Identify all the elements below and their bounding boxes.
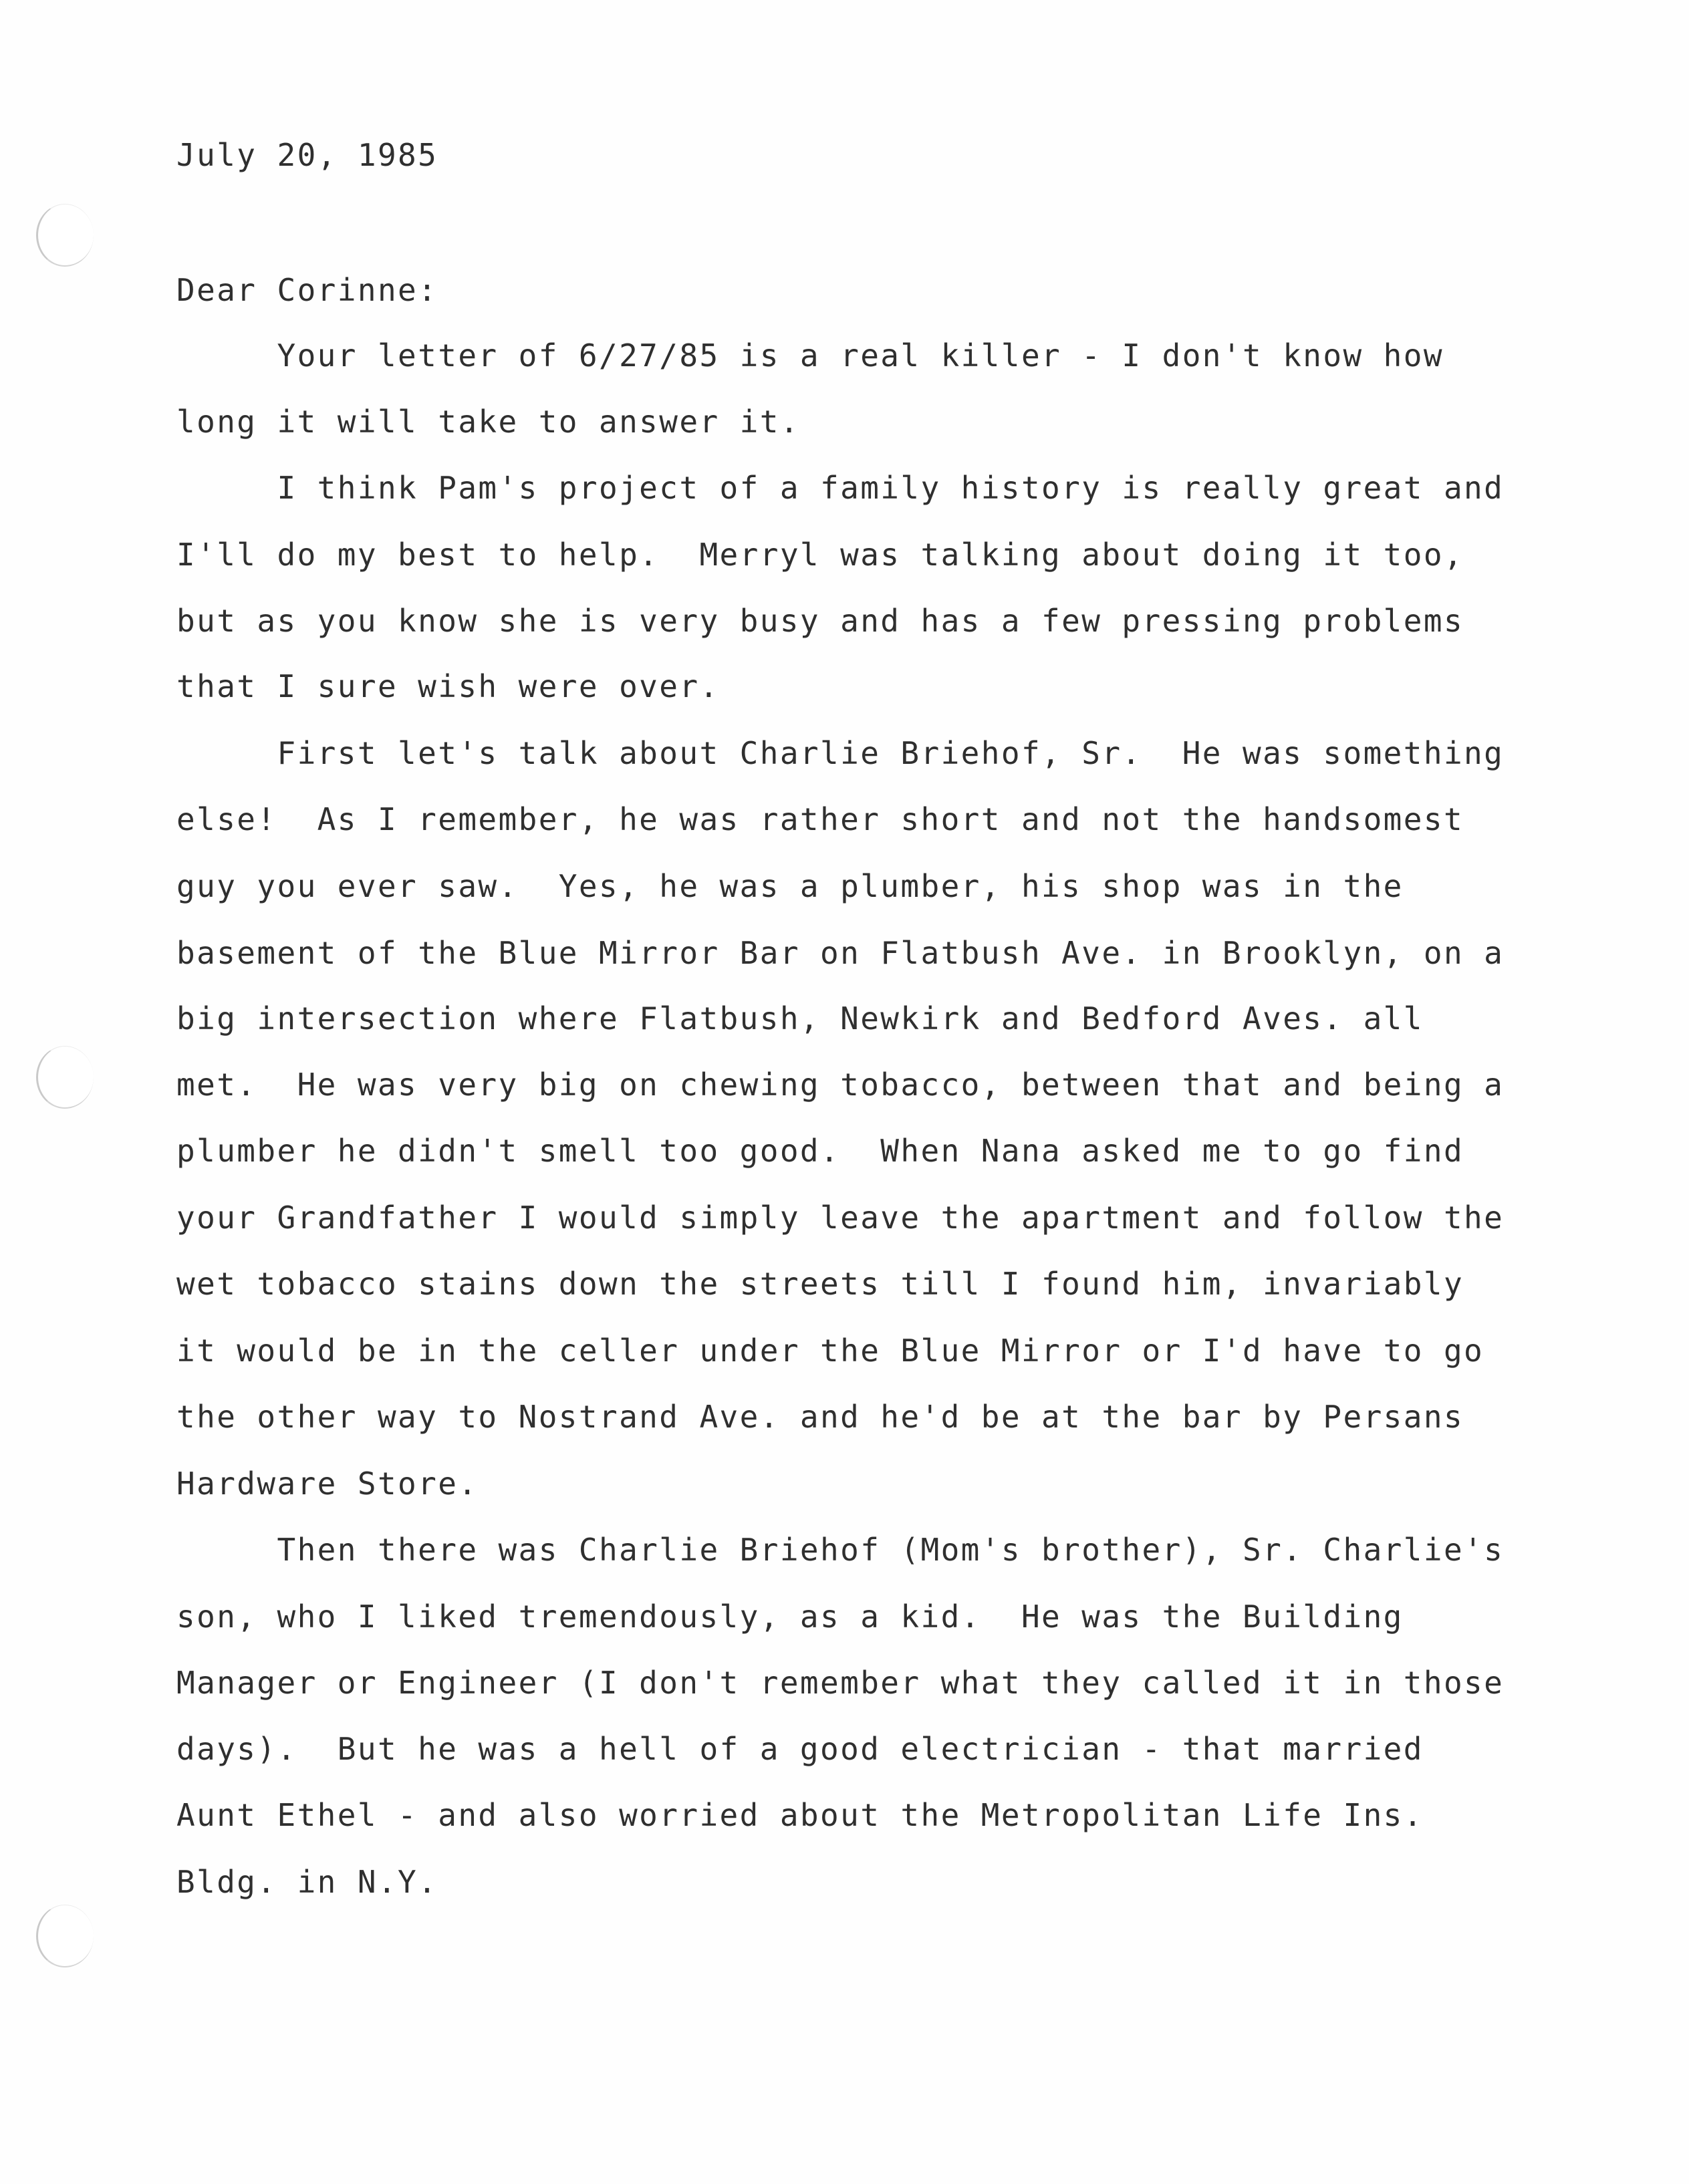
letter-line: Your letter of 6/27/85 is a real killer - I don't know how <box>176 337 1444 374</box>
punch-hole-middle <box>36 1046 94 1109</box>
letter-line: basement of the Blue Mirror Bar on Flatbush Ave. in Brooklyn, on a <box>176 935 1505 971</box>
letter-line: I'll do my best to help. Merryl was talking about doing it too, <box>176 537 1464 573</box>
letter-line: guy you ever saw. Yes, he was a plumber, his shop was in the <box>176 868 1404 904</box>
letter-line: days). But he was a hell of a good electrician - that married <box>176 1731 1424 1767</box>
letter-line: else! As I remember, he was rather short and not the handsomest <box>176 801 1464 837</box>
letter-line: Aunt Ethel - and also worried about the Metropolitan Life Ins. <box>176 1797 1424 1833</box>
letter-line: Manager or Engineer (I don't remember what they called it in those <box>176 1665 1505 1701</box>
letter-line: the other way to Nostrand Ave. and he'd be at the bar by Persans <box>176 1399 1464 1435</box>
letter-line: son, who I liked tremendously, as a kid. He was the Building <box>176 1599 1404 1635</box>
letter-line: Bldg. in N.Y. <box>176 1864 438 1900</box>
letter-line: wet tobacco stains down the streets till I found him, invariably <box>176 1266 1464 1302</box>
letter-date: July 20, 1985 <box>176 137 438 173</box>
letter-line: met. He was very big on chewing tobacco, between that and being a <box>176 1067 1505 1103</box>
letter-body <box>176 0 1505 1900</box>
letter-line: big intersection where Flatbush, Newkirk and Bedford Aves. all <box>176 1000 1424 1037</box>
letter-line: plumber he didn't smell too good. When Nana asked me to go find <box>176 1133 1464 1169</box>
punch-hole-top <box>36 204 94 267</box>
letter-line: but as you know she is very busy and has a few pressing problems <box>176 603 1464 639</box>
letter-salutation: Dear Corinne: <box>176 272 438 308</box>
letter-line: that I sure wish were over. <box>176 668 720 704</box>
letter-line: I think Pam's project of a family history is really great and <box>176 470 1505 506</box>
letter-line: it would be in the celler under the Blue Mirror or I'd have to go <box>176 1333 1484 1369</box>
letter-line: Then there was Charlie Briehof (Mom's brother), Sr. Charlie's <box>176 1532 1505 1568</box>
letter-line: First let's talk about Charlie Briehof, Sr. He was something <box>176 735 1505 771</box>
letter-line: Hardware Store. <box>176 1466 479 1502</box>
letter-line: your Grandfather I would simply leave the apartment and follow the <box>176 1200 1505 1236</box>
punch-hole-bottom <box>36 1905 94 1967</box>
letter-line: long it will take to answer it. <box>176 404 800 440</box>
